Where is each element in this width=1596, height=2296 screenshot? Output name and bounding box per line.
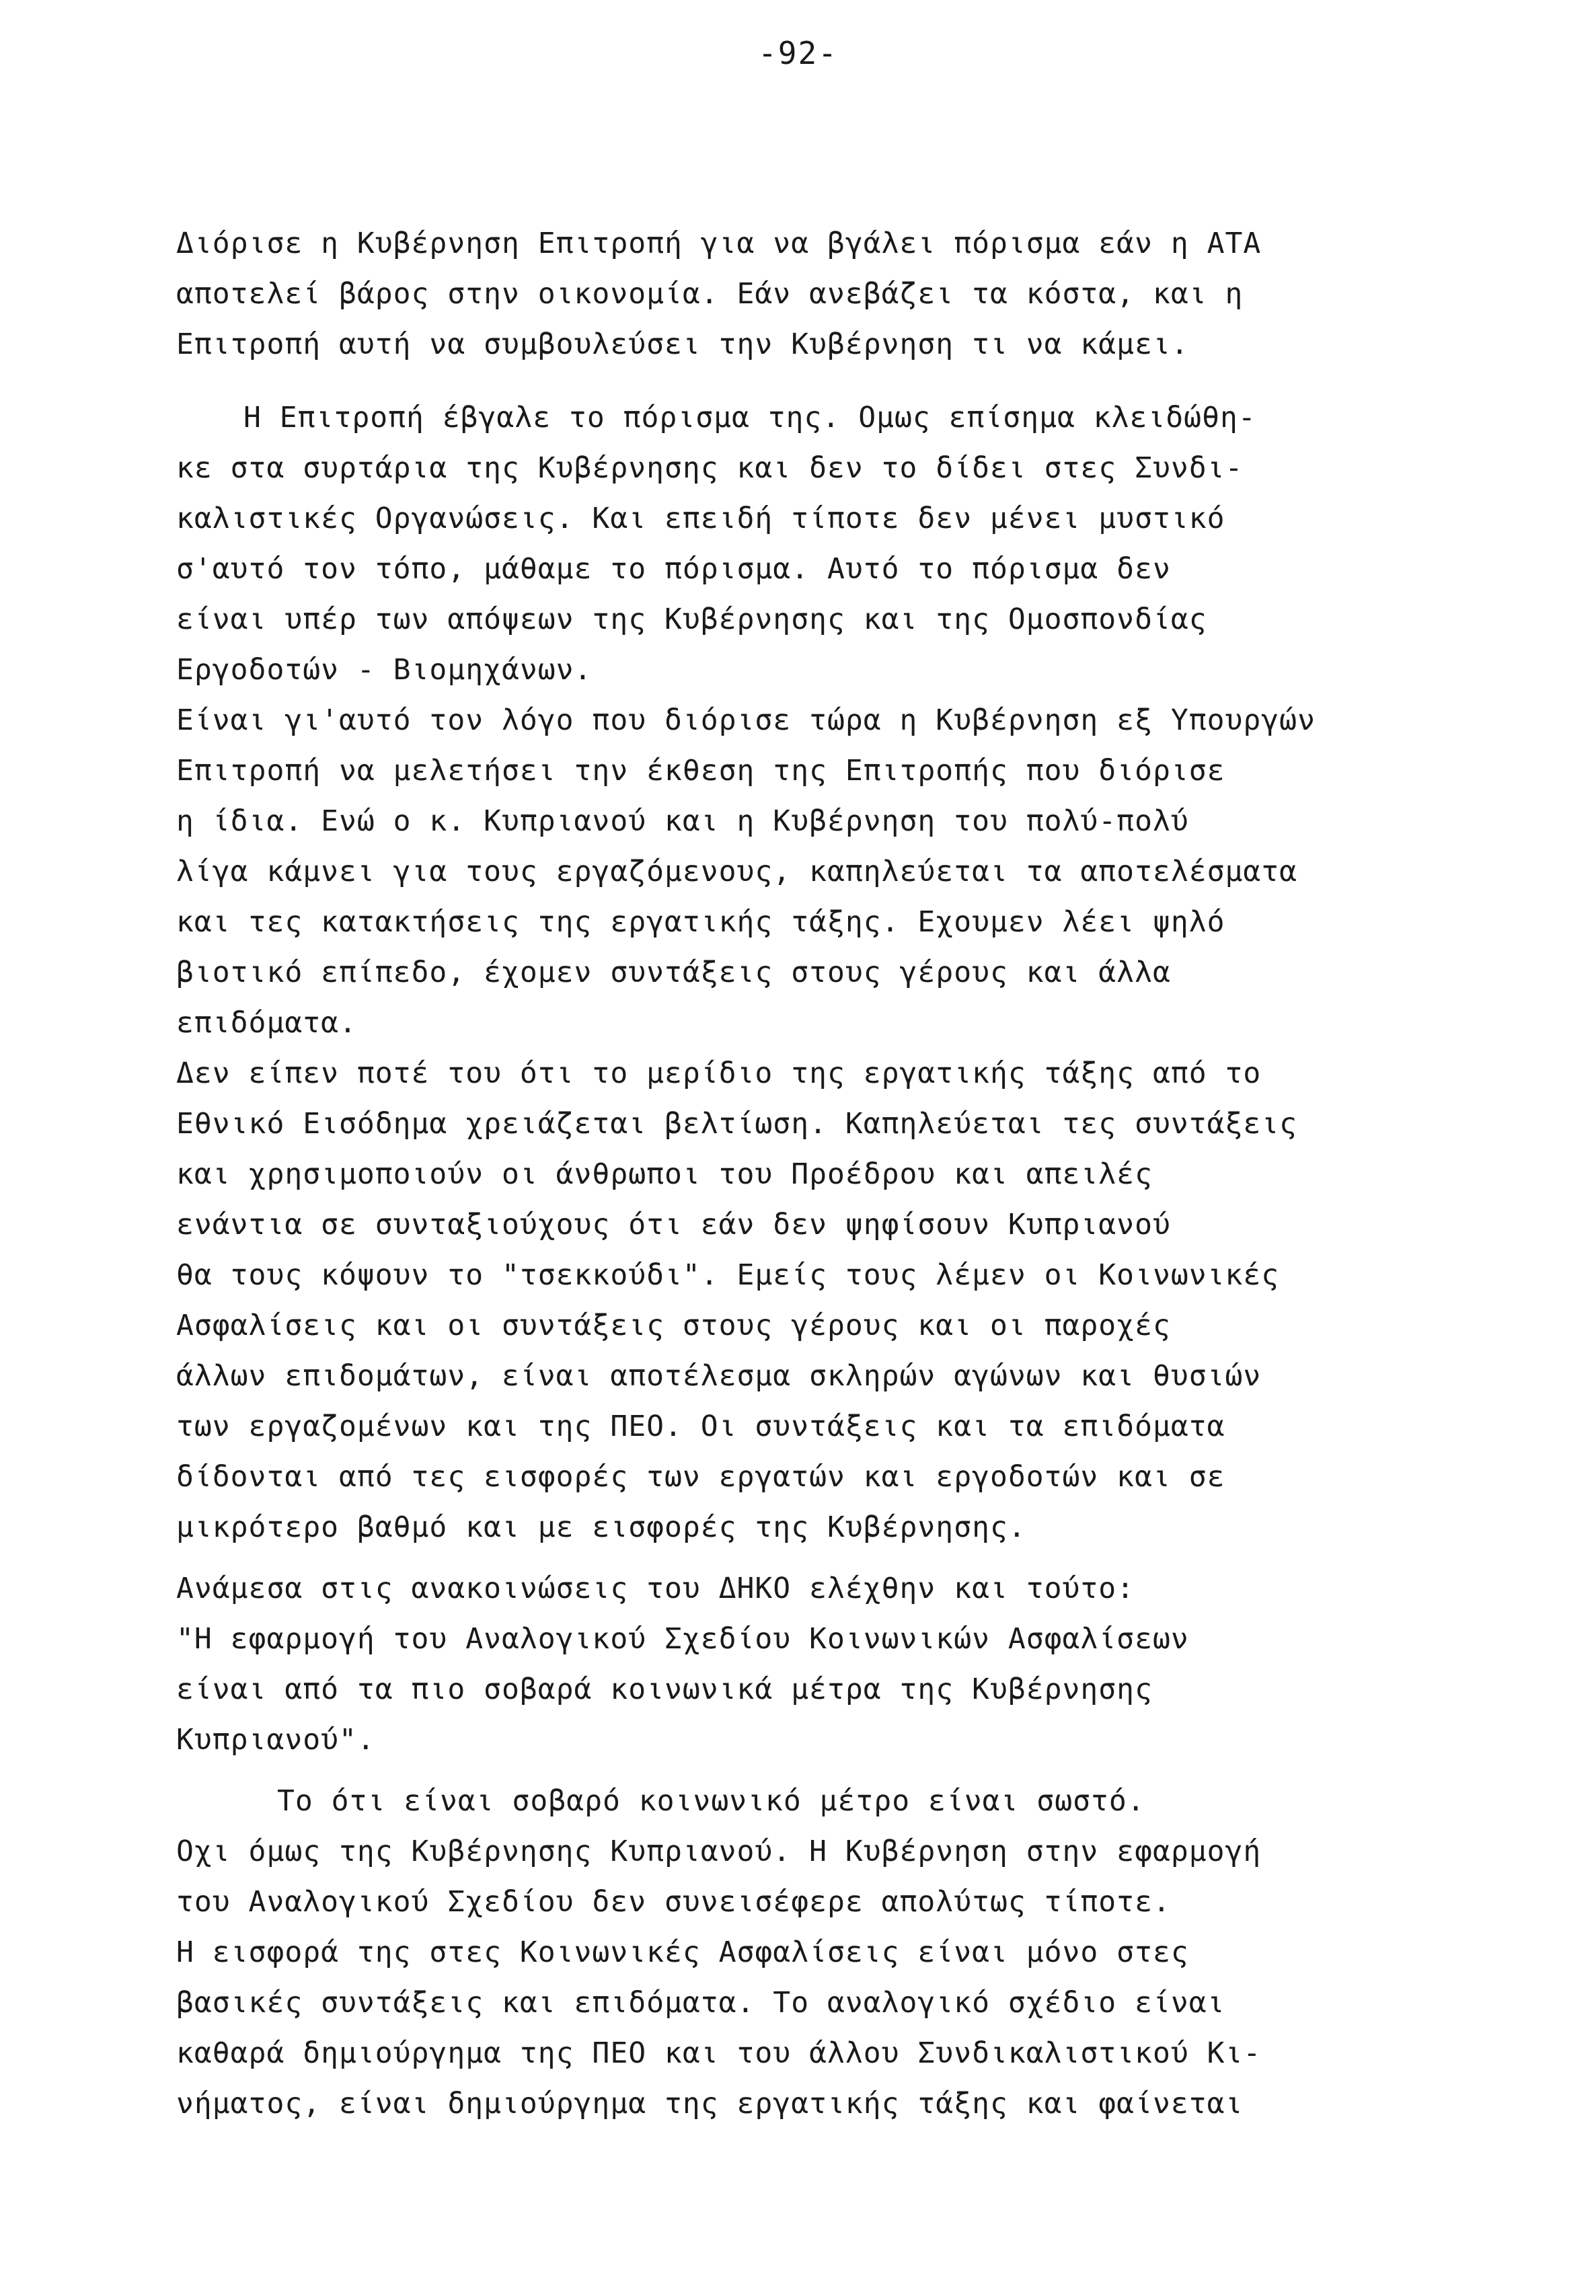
- text-line: Δεν είπεν ποτέ του ότι το μερίδιο της εργατικής τάξης από το: [176, 1057, 1262, 1090]
- text-line: νήματος, είναι δημιούργημα της εργατικής τάξης και φαίνεται: [176, 2087, 1244, 2120]
- text-line: Εθνικό Εισόδημα χρειάζεται βελτίωση. Καπηλεύεται τες συντάξεις: [176, 1107, 1298, 1141]
- page-number: -92-: [758, 35, 838, 71]
- text-line: Διόρισε η Κυβέρνηση Επιτροπή για να βγάλει πόρισμα εάν η ΑΤΑ: [176, 227, 1262, 260]
- text-line: αποτελεί βάρος στην οικονομία. Εάν ανεβάζει τα κόστα, και η: [176, 277, 1244, 311]
- text-line: καθαρά δημιούργημα της ΠΕΟ και του άλλου Συνδικαλιστικού Κι-: [176, 2036, 1262, 2070]
- body-text: [176, 219, 1521, 2129]
- text-line: βιοτικό επίπεδο, έχομεν συντάξεις στους γέρους και άλλα: [176, 956, 1171, 989]
- text-line: Είναι γι'αυτό τον λόγο που διόρισε τώρα η Κυβέρνηση εξ Υπουργών: [176, 703, 1316, 737]
- text-line: και τες κατακτήσεις της εργατικής τάξης. Εχουμεν λέει ψηλό: [176, 905, 1225, 939]
- text-line: μικρότερο βαθμό και με εισφορές της Κυβέρνησης.: [176, 1510, 1026, 1544]
- text-line: επιδόματα.: [176, 1006, 357, 1040]
- text-line: άλλων επιδομάτων, είναι αποτέλεσμα σκληρών αγώνων και θυσιών: [176, 1359, 1262, 1393]
- text-line: Η εισφορά της στες Κοινωνικές Ασφαλίσεις είναι μόνο στες: [176, 1936, 1189, 1969]
- text-line: Επιτροπή να μελετήσει την έκθεση της Επιτροπής που διόρισε: [176, 754, 1225, 788]
- text-line: των εργαζομένων και της ΠΕΟ. Οι συντάξεις και τα επιδόματα: [176, 1410, 1225, 1443]
- text-line: Οχι όμως της Κυβέρνησης Κυπριανού. Η Κυβέρνηση στην εφαρμογή: [176, 1835, 1262, 1868]
- text-line: ενάντια σε συνταξιούχους ότι εάν δεν ψηφίσουν Κυπριανού: [176, 1208, 1171, 1241]
- text-line: λίγα κάμνει για τους εργαζόμενους, καπηλεύεται τα αποτελέσματα: [176, 855, 1298, 888]
- text-line: του Αναλογικού Σχεδίου δεν συνεισέφερε απολύτως τίποτε.: [176, 1885, 1171, 1919]
- text-line: καλιστικές Οργανώσεις. Και επειδή τίποτε δεν μένει μυστικό: [176, 502, 1225, 535]
- text-line: σ'αυτό τον τόπο, μάθαμε το πόρισμα. Αυτό το πόρισμα δεν: [176, 552, 1171, 586]
- text-line: Επιτροπή αυτή να συμβουλεύσει την Κυβέρνηση τι να κάμει.: [176, 328, 1189, 361]
- text-line: Ασφαλίσεις και οι συντάξεις στους γέρους και οι παροχές: [176, 1309, 1171, 1342]
- text-line: βασικές συντάξεις και επιδόματα. Το αναλογικό σχέδιο είναι: [176, 1986, 1225, 2020]
- text-line: Ανάμεσα στις ανακοινώσεις του ΔΗΚΟ ελέχθην και τούτο:: [176, 1572, 1135, 1605]
- text-line: η ίδια. Ενώ ο κ. Κυπριανού και η Κυβέρνηση του πολύ-πολύ: [176, 804, 1189, 838]
- text-line: "Η εφαρμογή του Αναλογικού Σχεδίου Κοινωνικών Ασφαλίσεων: [176, 1622, 1189, 1656]
- text-line: και χρησιμοποιούν οι άνθρωποι του Προέδρου και απειλές: [176, 1157, 1153, 1191]
- text-line: Το ότι είναι σοβαρό κοινωνικό μέτρο είναι σωστό.: [277, 1784, 1145, 1818]
- text-line: κε στα συρτάρια της Κυβέρνησης και δεν το δίδει στες Συνδι-: [176, 451, 1244, 485]
- text-line: Εργοδοτών - Βιομηχάνων.: [176, 653, 593, 687]
- text-line: θα τους κόψουν το "τσεκκούδι". Εμείς τους λέμεν οι Κοινωνικές: [176, 1258, 1280, 1292]
- text-line: είναι υπέρ των απόψεων της Κυβέρνησης και της Ομοσπονδίας: [176, 603, 1207, 636]
- text-line: Κυπριανού".: [176, 1723, 375, 1757]
- text-line: δίδονται από τες εισφορές των εργατών και εργοδοτών και σε: [176, 1460, 1225, 1494]
- text-line: Η Επιτροπή έβγαλε το πόρισμα της. Ομως επίσημα κλειδώθη-: [243, 401, 1256, 434]
- text-line: είναι από τα πιο σοβαρά κοινωνικά μέτρα της Κυβέρνησης: [176, 1673, 1153, 1706]
